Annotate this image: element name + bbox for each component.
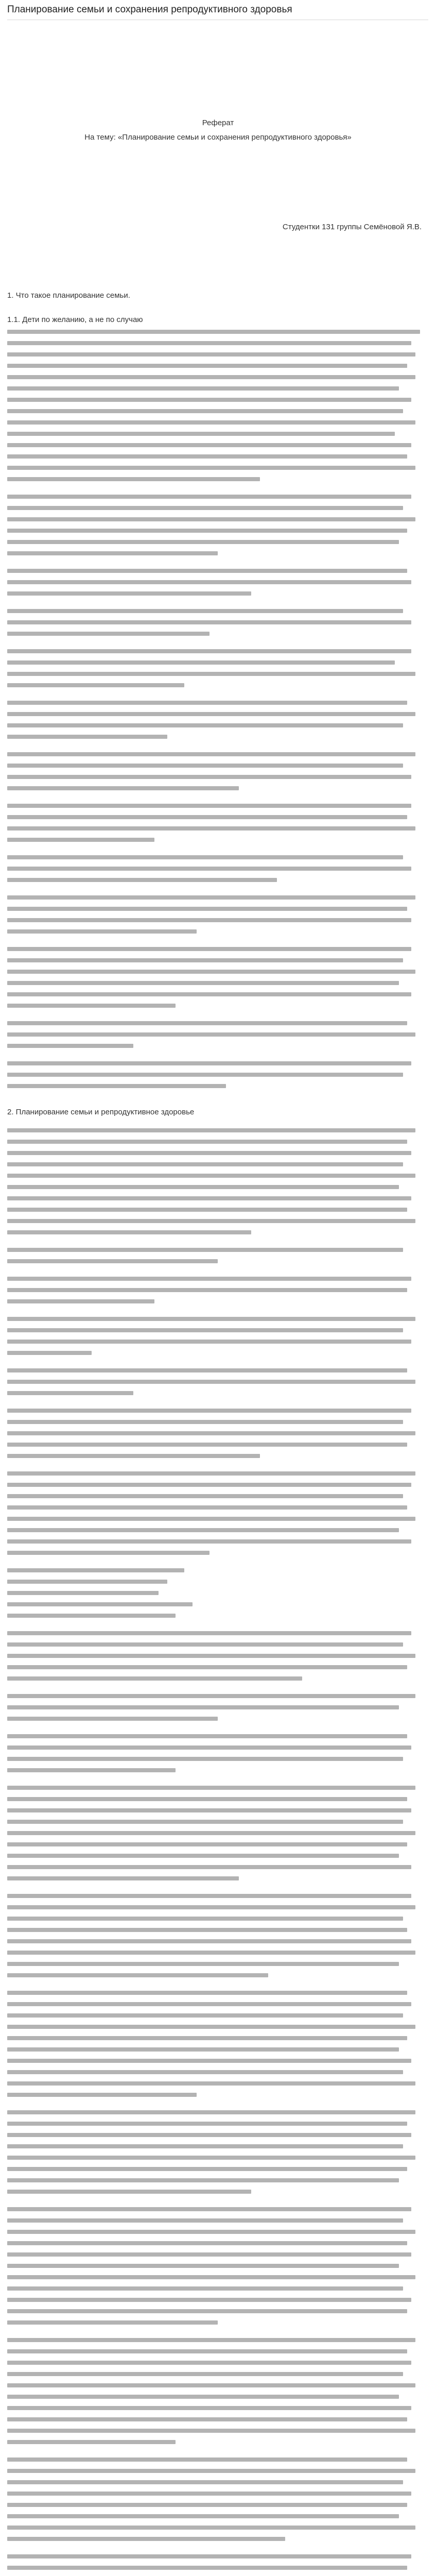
section-2-body <box>7 1128 428 2576</box>
subsection-heading-1-1: 1.1. Дети по желанию, а не по случаю <box>7 315 143 324</box>
section-heading-2: 2. Планирование семьи и репродуктивное здоровье <box>7 1108 195 1116</box>
author-line: Студентки 131 группы Семёновой Я.В. <box>282 223 422 231</box>
section-1-body <box>7 330 428 1082</box>
essay-label: Реферат <box>202 118 234 127</box>
essay-topic: На тему: «Планирование семьи и сохранения репродуктивного здоровья» <box>84 133 352 142</box>
section-heading-1: 1. Что такое планирование семьи. <box>7 291 130 300</box>
page-title: Планирование семьи и сохранения репродуктивного здоровья <box>7 4 292 15</box>
